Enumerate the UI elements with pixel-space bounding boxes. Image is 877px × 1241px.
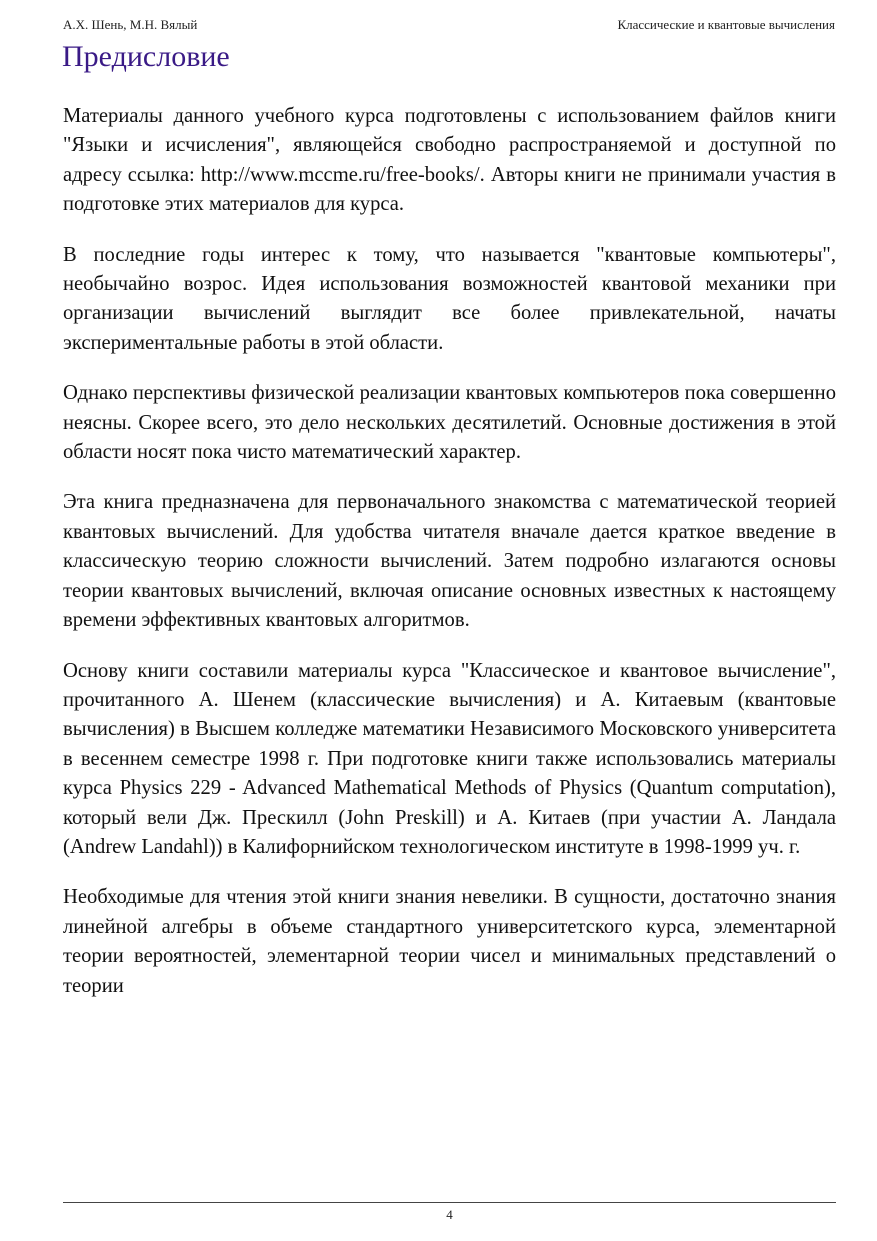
paragraph: Однако перспективы физической реализации квантовых компьютеров пока совершенно неясны. Скорее всего, это дело нескольких десятилетий. Основные достижения в этой области носят пока чисто математический характер.	[63, 382, 836, 464]
header-book-title: Классические и квантовые вычисления	[617, 17, 835, 32]
running-header	[63, 16, 835, 36]
page-number: 4	[446, 1207, 453, 1222]
paragraph: Основу книги составили материалы курса "Классическое и квантовое вычисление", прочитанного А. Шенем (классические вычисления) и А. Китаевым (квантовые вычисления) в Высшем колледже математики Независимого Московского университета в весеннем семестре 1998 г. При подготовке книги также использовались материалы курса Physics 229 - Advanced Mathematical Methods of Physics (Quantum computation), который вели Дж. Прескилл (John Preskill) и А. Китаев (при участии А. Ландала (Andrew Landahl)) в Калифорнийском технологическом институте в 1998-1999 уч. г.	[63, 659, 836, 858]
section-title: Предисловие	[62, 40, 230, 73]
body-text	[63, 102, 836, 1001]
paragraph: Эта книга предназначена для первоначального знакомства с математической теорией квантовых вычислений. Для удобства читателя вначале дается краткое введение в классическую теорию сложности вычислений. Затем подробно излагаются основы теории квантовых вычислений, включая описание основных известных к настоящему времени эффективных квантовых алгоритмов.	[63, 491, 836, 632]
paragraph: В последние годы интерес к тому, что называется "квантовые компьютеры", необычайно возрос. Идея использования возможностей квантовой механики при организации вычислений выглядит все более привлекательной, начаты экспериментальные работы в этой области.	[63, 243, 836, 354]
header-authors: А.Х. Шень, М.Н. Вялый	[63, 17, 198, 32]
paragraph: Материалы данного учебного курса подготовлены с использованием файлов книги "Языки и исчисления", являющейся свободно распространяемой и доступной по адресу ссылка: http://www.mccme.ru/free-books/. Авторы книги не принимали участия в подготовке этих материалов для курса.	[63, 105, 836, 216]
footer-divider	[63, 1202, 836, 1203]
paragraph: Необходимые для чтения этой книги знания невелики. В сущности, достаточно знания линейной алгебры в объеме стандартного университетского курса, элементарной теории вероятностей, элементарной теории чисел и минимальных представлений о теории	[63, 886, 836, 997]
